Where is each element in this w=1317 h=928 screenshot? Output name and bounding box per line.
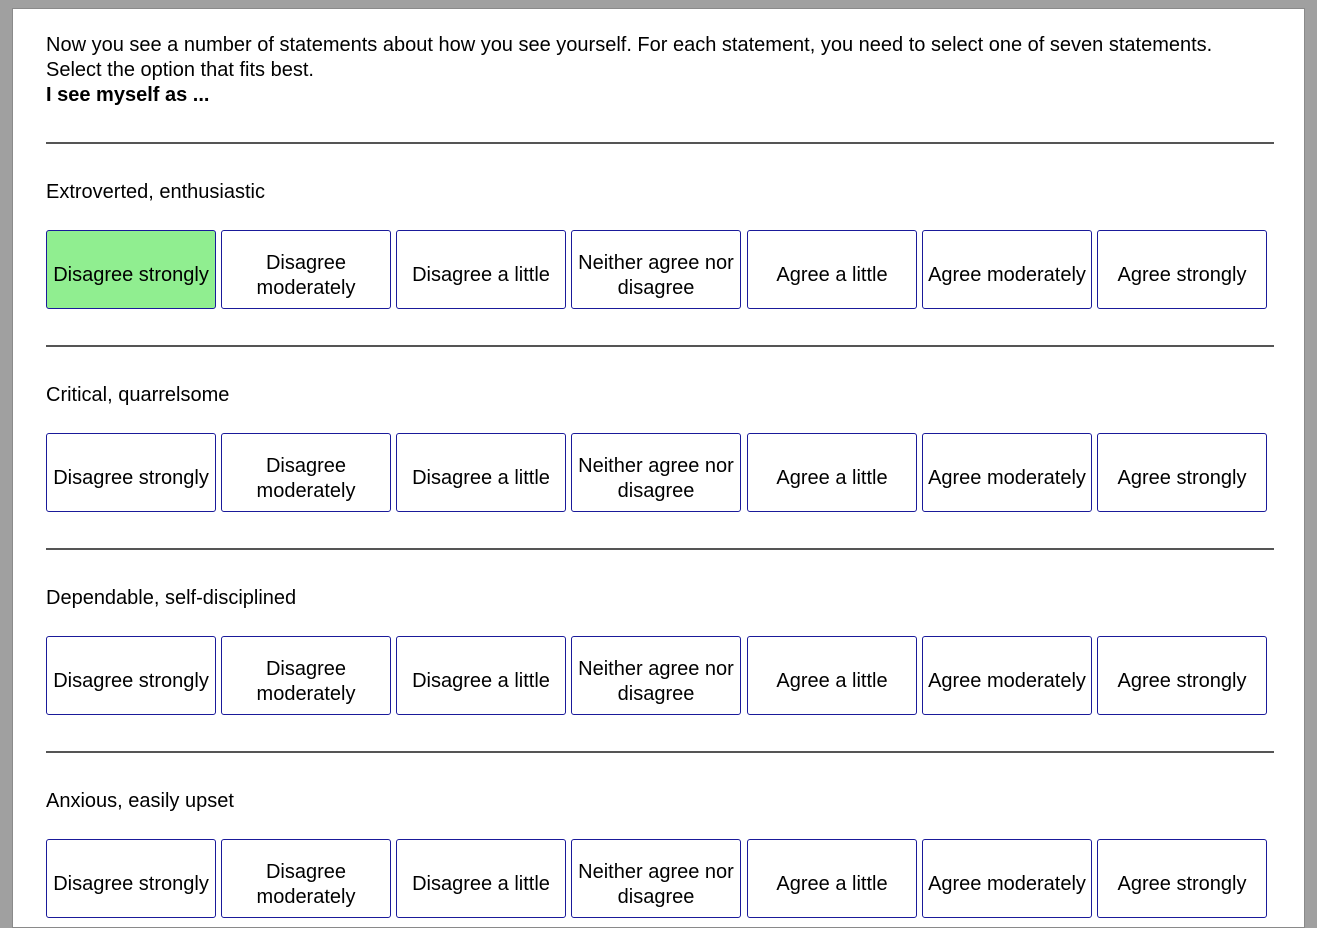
answer-option-button[interactable]: Agree moderately: [922, 433, 1092, 512]
answer-option-button[interactable]: Agree a little: [747, 433, 917, 512]
answer-option-button[interactable]: Disagree strongly: [46, 839, 216, 918]
answer-option-button[interactable]: Disagree moderately: [221, 636, 391, 715]
instructions: [46, 33, 1246, 108]
answer-option-button[interactable]: Disagree strongly: [46, 433, 216, 512]
answer-option-button[interactable]: Disagree a little: [396, 839, 566, 918]
answer-option-button[interactable]: Disagree moderately: [221, 433, 391, 512]
answer-option-button[interactable]: Agree strongly: [1097, 230, 1267, 309]
divider: [46, 142, 1274, 144]
answer-option-button[interactable]: Disagree a little: [396, 636, 566, 715]
answer-option-button[interactable]: Neither agree nor disagree: [571, 636, 741, 715]
question-label: Extroverted, enthusiastic: [46, 181, 265, 203]
answer-option-button[interactable]: Agree moderately: [922, 230, 1092, 309]
answer-option-button[interactable]: Agree moderately: [922, 636, 1092, 715]
answer-option-button[interactable]: Agree a little: [747, 636, 917, 715]
instructions-text: Now you see a number of statements about how you see yourself. For each statement, you need to select one of seven statements. Select the option that fits best.: [46, 34, 1213, 81]
answer-option-button[interactable]: Agree a little: [747, 839, 917, 918]
answer-option-button[interactable]: Agree a little: [747, 230, 917, 309]
question-label: Dependable, self-disciplined: [46, 587, 297, 609]
answer-option-button[interactable]: Agree strongly: [1097, 839, 1267, 918]
answer-option-button[interactable]: Disagree a little: [396, 230, 566, 309]
answer-option-button[interactable]: Disagree moderately: [221, 839, 391, 918]
instructions-prompt: I see myself as ...: [46, 84, 210, 106]
divider: [46, 751, 1274, 753]
answer-option-button[interactable]: Agree strongly: [1097, 433, 1267, 512]
answer-option-button[interactable]: Disagree a little: [396, 433, 566, 512]
answer-option-button[interactable]: Neither agree nor disagree: [571, 230, 741, 309]
answer-option-button[interactable]: Agree moderately: [922, 839, 1092, 918]
question-label: Critical, quarrelsome: [46, 384, 230, 406]
survey-page: [12, 8, 1305, 928]
question-label: Anxious, easily upset: [46, 790, 234, 812]
answer-option-button[interactable]: Agree strongly: [1097, 636, 1267, 715]
answer-option-button[interactable]: Neither agree nor disagree: [571, 839, 741, 918]
divider: [46, 345, 1274, 347]
answer-option-button[interactable]: Disagree strongly: [46, 636, 216, 715]
answer-option-button[interactable]: Disagree moderately: [221, 230, 391, 309]
answer-option-button[interactable]: Neither agree nor disagree: [571, 433, 741, 512]
divider: [46, 548, 1274, 550]
answer-option-button[interactable]: Disagree strongly: [46, 230, 216, 309]
